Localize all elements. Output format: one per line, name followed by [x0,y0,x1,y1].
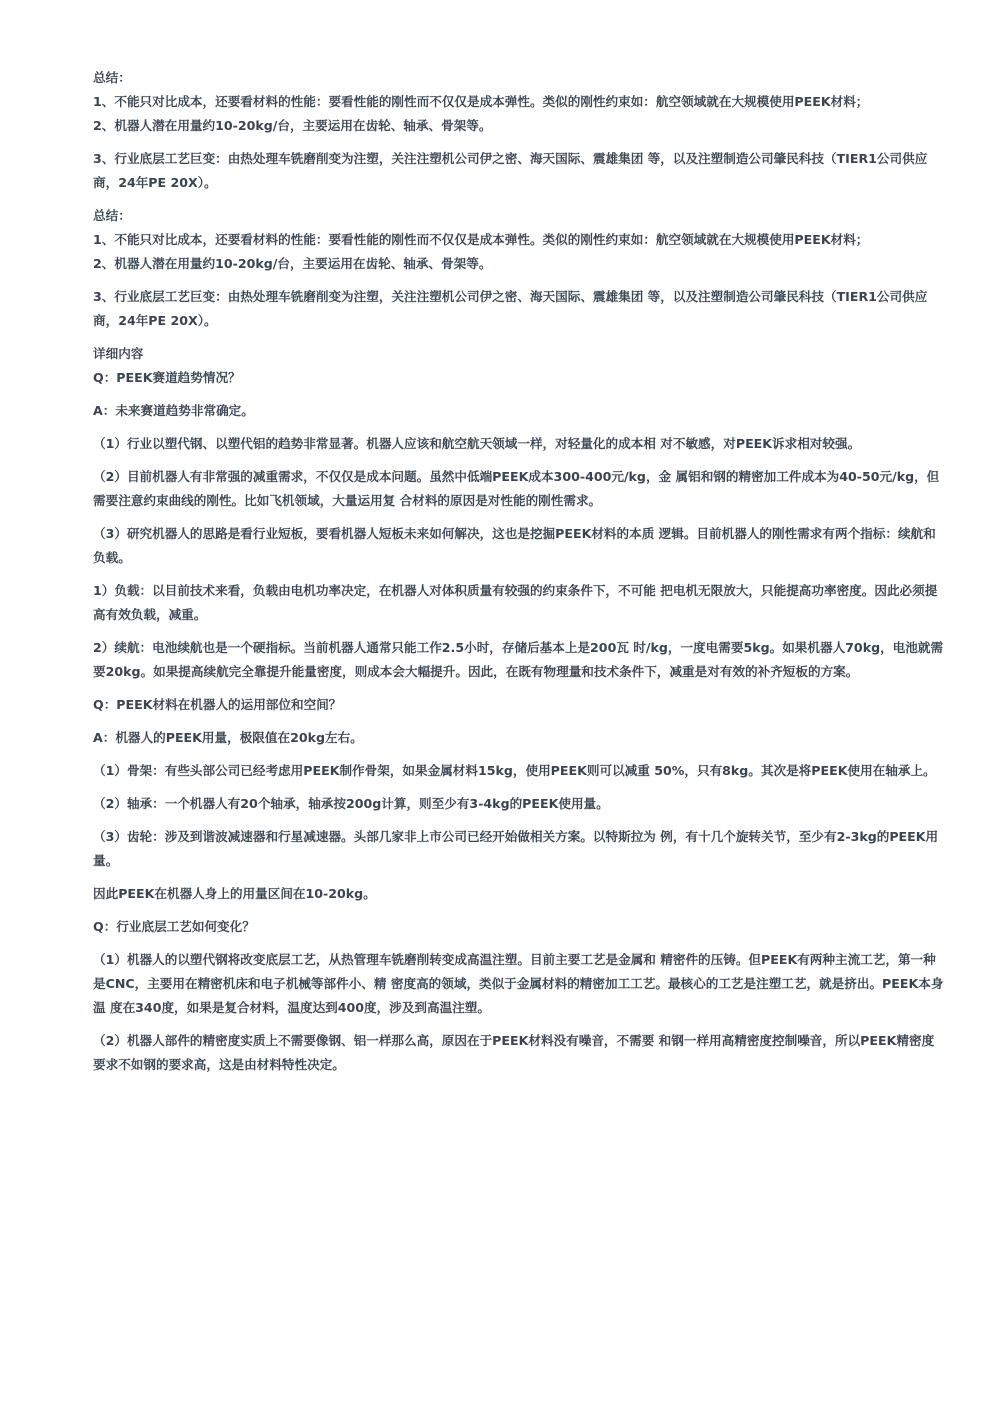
paragraph: （1）骨架：有些头部公司已经考虑用PEEK制作骨架，如果金属材料15kg，使用PEEK则可以减重 50%，只有8kg。其次是将PEEK使用在轴承上。 [93,763,936,778]
question: Q：行业底层工艺如何变化？ [93,919,255,934]
paragraph: （3）齿轮：涉及到谐波减速器和行星减速器。头部几家非上市公司已经开始做相关方案。以特斯拉为 例，有十几个旋转关节，至少有2-3kg的PEEK用量。 [93,829,939,868]
summary-point-2: 2、机器人潜在用量约10-20kg/台，主要运用在齿轮、轴承、骨架等。 [93,256,492,271]
answer: A：机器人的PEEK用量，极限值在20kg左右。 [93,730,363,745]
paragraph: （1）行业以塑代钢、以塑代铝的趋势非常显著。机器人应该和航空航天领域一样，对轻量化的成本相 对不敏感，对PEEK诉求相对较强。 [93,436,861,451]
summary-point-1: 1、不能只对比成本，还要看材料的性能：要看性能的刚性而不仅仅是成本弹性。类似的刚性约束如：航空领域就在大规模使用PEEK材料； [93,94,869,109]
document-body [93,66,945,1077]
paragraph: 2）续航：电池续航也是一个硬指标。当前机器人通常只能工作2.5小时，存储后基本上是200瓦 时/kg，一度电需要5kg。如果机器人70kg，电池就需要20kg。如果提高续航完全靠提升能量密度，则成本会大幅提升。因此，在既有物理量和技术条件下，减重是对有效的补齐短板的方案。 [93,640,944,679]
question: Q：PEEK材料在机器人的运用部位和空间？ [93,697,342,712]
paragraph: 因此PEEK在机器人身上的用量区间在10-20kg。 [93,886,376,901]
summary-point-1: 1、不能只对比成本，还要看材料的性能：要看性能的刚性而不仅仅是成本弹性。类似的刚性约束如：航空领域就在大规模使用PEEK材料； [93,232,869,247]
details-heading: 详细内容 [93,346,144,361]
paragraph: （3）研究机器人的思路是看行业短板，要看机器人短板未来如何解决，这也是挖掘PEEK材料的本质 逻辑。目前机器人的刚性需求有两个指标：续航和负载。 [93,526,936,565]
paragraph: （2）机器人部件的精密度实质上不需要像钢、铝一样那么高，原因在于PEEK材料没有噪音，不需要 和钢一样用高精密度控制噪音，所以PEEK精密度要求不如钢的要求高，这是由材料特性决定。 [93,1033,935,1072]
summary-point-3: 3、行业底层工艺巨变：由热处理车铣磨削变为注塑，关注注塑机公司伊之密、海天国际、震雄集团 等，以及注塑制造公司肇民科技（TIER1公司供应商，24年PE 20X）。 [93,289,928,328]
summary-point-3: 3、行业底层工艺巨变：由热处理车铣磨削变为注塑，关注注塑机公司伊之密、海天国际、震雄集团 等，以及注塑制造公司肇民科技（TIER1公司供应商，24年PE 20X）。 [93,151,928,190]
paragraph: （2）目前机器人有非常强的减重需求，不仅仅是成本问题。虽然中低端PEEK成本300-400元/kg，金 属铝和钢的精密加工件成本为40-50元/kg，但需要注意约束曲线的刚性。比如飞机领域，大量运用复 合材料的原因是对性能的刚性需求。 [93,469,940,508]
paragraph: （1）机器人的以塑代钢将改变底层工艺，从热管理车铣磨削转变成高温注塑。目前主要工艺是金属和 精密件的压铸。但PEEK有两种主流工艺，第一种是CNC，主要用在精密机床和电子机械等部件小、精 密度高的领域，类似于金属材料的精密加工工艺。最核心的工艺是注塑工艺，就是挤出。PEEK本身温 度在340度，如果是复合材料，温度达到400度，涉及到高温注塑。 [93,952,944,1015]
summary-point-2: 2、机器人潜在用量约10-20kg/台，主要运用在齿轮、轴承、骨架等。 [93,118,492,133]
paragraph: 1）负载：以目前技术来看，负载由电机功率决定，在机器人对体积质量有较强的约束条件下，不可能 把电机无限放大，只能提高功率密度。因此必须提高有效负载，减重。 [93,583,938,622]
question: Q：PEEK赛道趋势情况？ [93,370,241,385]
summary-heading: 总结： [93,70,131,85]
summary-heading: 总结： [93,208,131,223]
paragraph: （2）轴承：一个机器人有20个轴承，轴承按200g计算，则至少有3-4kg的PEEK使用量。 [93,796,609,811]
answer: A：未来赛道趋势非常确定。 [93,403,254,418]
